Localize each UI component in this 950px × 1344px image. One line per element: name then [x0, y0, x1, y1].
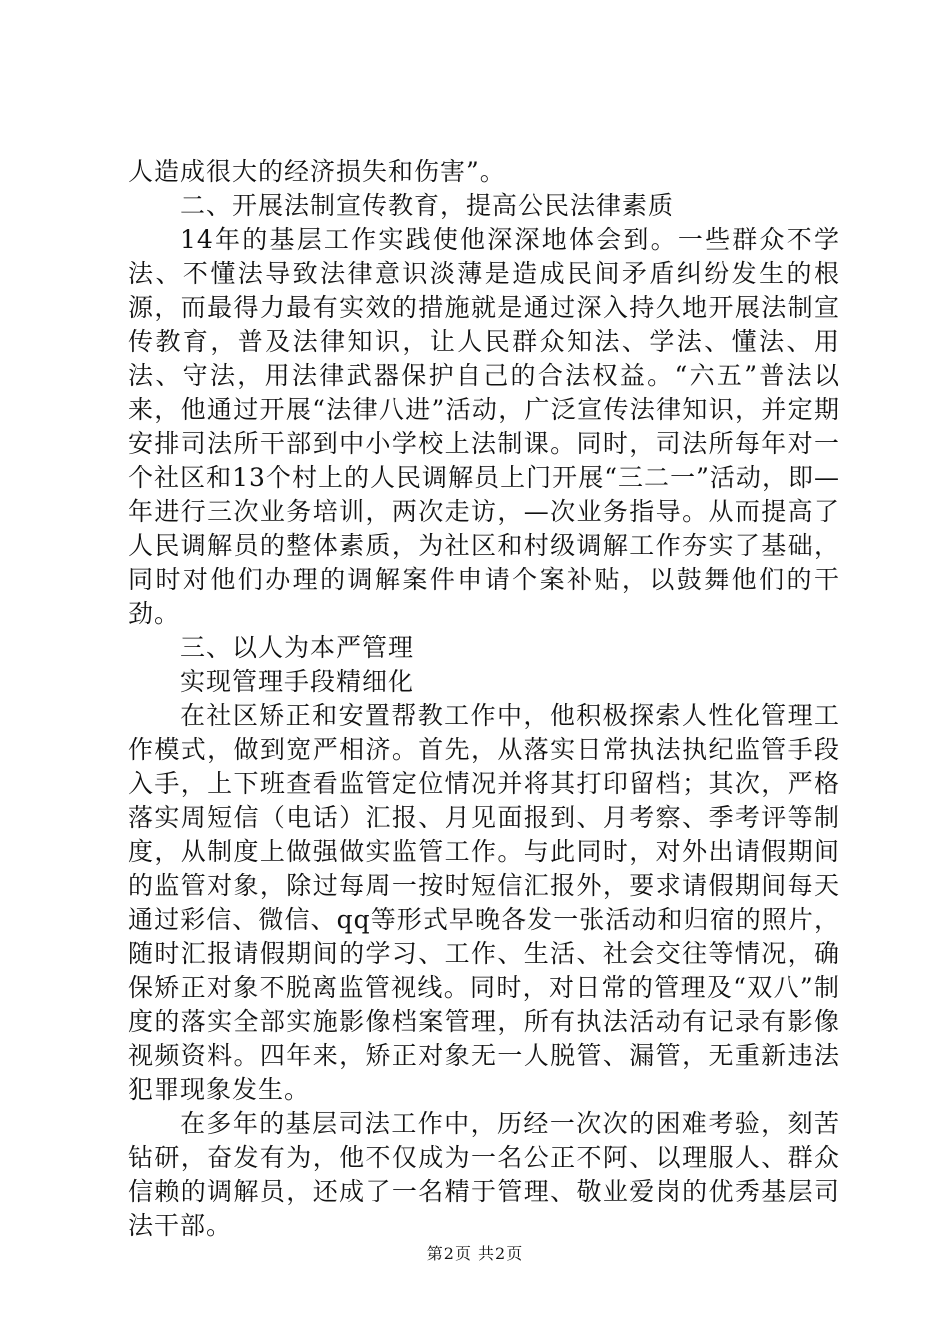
paragraph-continuation: 人造成很大的经济损失和伤害”。: [128, 157, 506, 186]
section-heading-2: 二、开展法制宣传教育，提高公民法律素质: [180, 191, 675, 220]
page-number-footer: 第2页 共2页: [426, 1244, 524, 1263]
document-body: [128, 155, 840, 1243]
section-subheading-3: 实现管理手段精细化: [180, 667, 415, 696]
section-heading-3: 三、以人为本严管理: [180, 633, 415, 662]
paragraph-conclusion: 在多年的基层司法工作中，历经一次次的困难考验，刻苦钻研，奋发有为，他不仅成为一名公正不阿、以理服人、群众信赖的调解员，还成了一名精于管理、敬业爱岗的优秀基层司法干部。: [128, 1109, 840, 1240]
paragraph-community-correction: 在社区矫正和安置帮教工作中，他积极探索人性化管理工作模式，做到宽严相济。首先，从落实日常执法执纪监管手段入手，上下班查看监管定位情况并将其打印留档；其次，严格落实周短信（电话）汇报、月见面报到、月考察、季考评等制度，从制度上做强做实监管工作。与此同时，对外出请假期间的监管对象，除过每周一按时短信汇报外，要求请假期间每天通过彩信、微信、qq等形式早晚各发一张活动和归宿的照片，随时汇报请假期间的学习、工作、生活、社会交往等情况，确保矫正对象不脱离监管视线。同时，对日常的管理及“双八”制度的落实全部实施影像档案管理，所有执法活动有记录有影像视频资料。四年来，矫正对象无一人脱管、漏管，无重新违法犯罪现象发生。: [128, 701, 840, 1104]
paragraph-legal-education: 14年的基层工作实践使他深深地体会到。一些群众不学法、不懂法导致法律意识淡薄是造成民间矛盾纠纷发生的根源，而最得力最有实效的措施就是通过深入持久地开展法制宣传教育，普及法律知识，让人民群众知法、学法、懂法、用法、守法，用法律武器保护自己的合法权益。“六五”普法以来，他通过开展“法律八进”活动，广泛宣传法律知识，并定期安排司法所干部到中小学校上法制课。同时，司法所每年对一个社区和13个村上的人民调解员上门开展“三二一”活动，即—年进行三次业务培训，两次走访，—次业务指导。从而提高了人民调解员的整体素质，为社区和村级调解工作夯实了基础，同时对他们办理的调解案件申请个案补贴，以鼓舞他们的干劲。: [128, 225, 840, 628]
